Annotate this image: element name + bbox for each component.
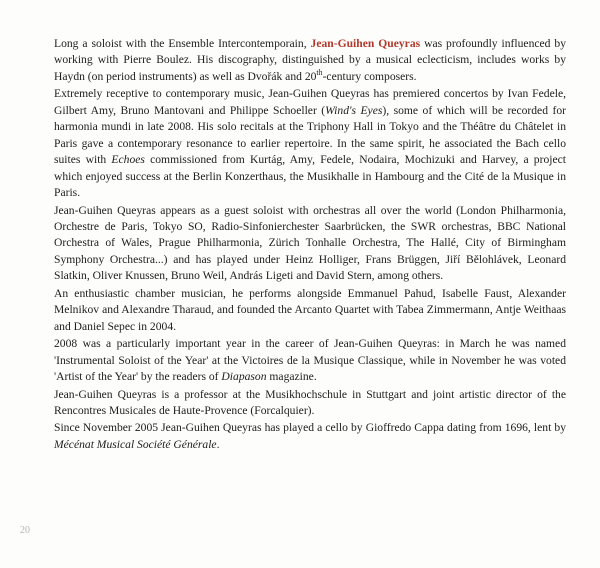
text-run: . — [216, 437, 220, 451]
ordinal-superscript: th — [316, 68, 323, 78]
paragraph — [54, 387, 566, 420]
text-run: An enthusiastic chamber musician, he performs alongside Emmanuel Pahud, Isabelle Faust, Alexander Melnikov and Alexandre Tharaud, and founded the Arcanto Quartet with Tabea Zimmermann, Antje Weithaas and Daniel Sepec in 2004. — [54, 286, 566, 333]
page-number: 20 — [20, 525, 30, 536]
text-run: ), some of which will be recorded for harmonia mundi in late 2008. His solo recitals at the Triphony Hall in Tokyo and the Théâtre du Châtelet in Paris gave a contemporary resonance to earlier repertoire. In the same spirit, he associated the Bach cello suites with — [54, 103, 567, 167]
paragraph — [54, 420, 566, 453]
text-run: Jean-Guihen Queyras is a professor at the Musikhochschule in Stuttgart and joint artistic director of the Rencontres Musicales de Haute-Provence (Forcalquier). — [54, 387, 566, 417]
text-run: commissioned from Kurtág, Amy, Fedele, Nodaira, Mochizuki and Harvey, a project which enjoyed success at the Berlin Konzerthaus, the Musikhalle in Hambourg and the Cité de la Musique in Paris. — [54, 153, 566, 200]
paragraph — [54, 336, 566, 385]
paragraph — [54, 286, 566, 335]
paragraph — [54, 86, 566, 201]
italic-title: Echoes — [111, 153, 145, 167]
italic-title: Wind's Eyes — [325, 103, 383, 117]
artist-name-highlight: Jean-Guihen Queyras — [310, 37, 421, 50]
paragraph — [54, 203, 566, 285]
paragraph — [54, 36, 566, 85]
artist-biography-text — [54, 36, 566, 453]
text-run: -century composers. — [322, 69, 417, 83]
text-run: Extremely receptive to contemporary music, Jean-Guihen Queyras has premiered concertos by Ivan Fedele, Gilbert Amy, Bruno Mantovani and Philippe Schoeller ( — [54, 87, 566, 117]
italic-title: Mécénat Musical Société Générale — [54, 437, 217, 451]
text-run: Since November 2005 Jean-Guihen Queyras has played a cello by Gioffredo Cappa dating from 1696, lent by — [54, 421, 566, 435]
text-run: 2008 was a particularly important year in the career of Jean-Guihen Queyras: in March he was named 'Instrumental Soloist of the Year' at the Victoires de la Musique Classique, while in November he was voted 'Artist of the Year' by the readers of — [54, 337, 566, 384]
text-run: was profoundly influenced by working with Pierre Boulez. His discography, distinguished by a musical eclecticism, includes works by Haydn (on period instruments) as well as Dvořák and 20 — [54, 37, 566, 83]
italic-title: Diapason — [221, 370, 267, 384]
text-run: Jean-Guihen Queyras appears as a guest soloist with orchestras all over the world (London Philharmonia, Orchestre de Paris, Tokyo SO, Radio-Sinfonierchester Saarbrücken, the SWR orchestras, BBC National Orchestra of Wales, Prague Philharmonia, Zürich Tonhalle Orchestra, The Hallé, City of Birmingham Symphony Orchestra...) and has played under Heinz Holliger, Frans Brüggen, Jiří Bělohlávek, Leonard Slatkin, Oliver Knussen, Bruno Weil, András Ligeti and David Stern, among others. — [54, 203, 566, 283]
text-run: Long a soloist with the Ensemble Intercontemporain, — [54, 37, 311, 50]
text-run: magazine. — [266, 370, 317, 384]
